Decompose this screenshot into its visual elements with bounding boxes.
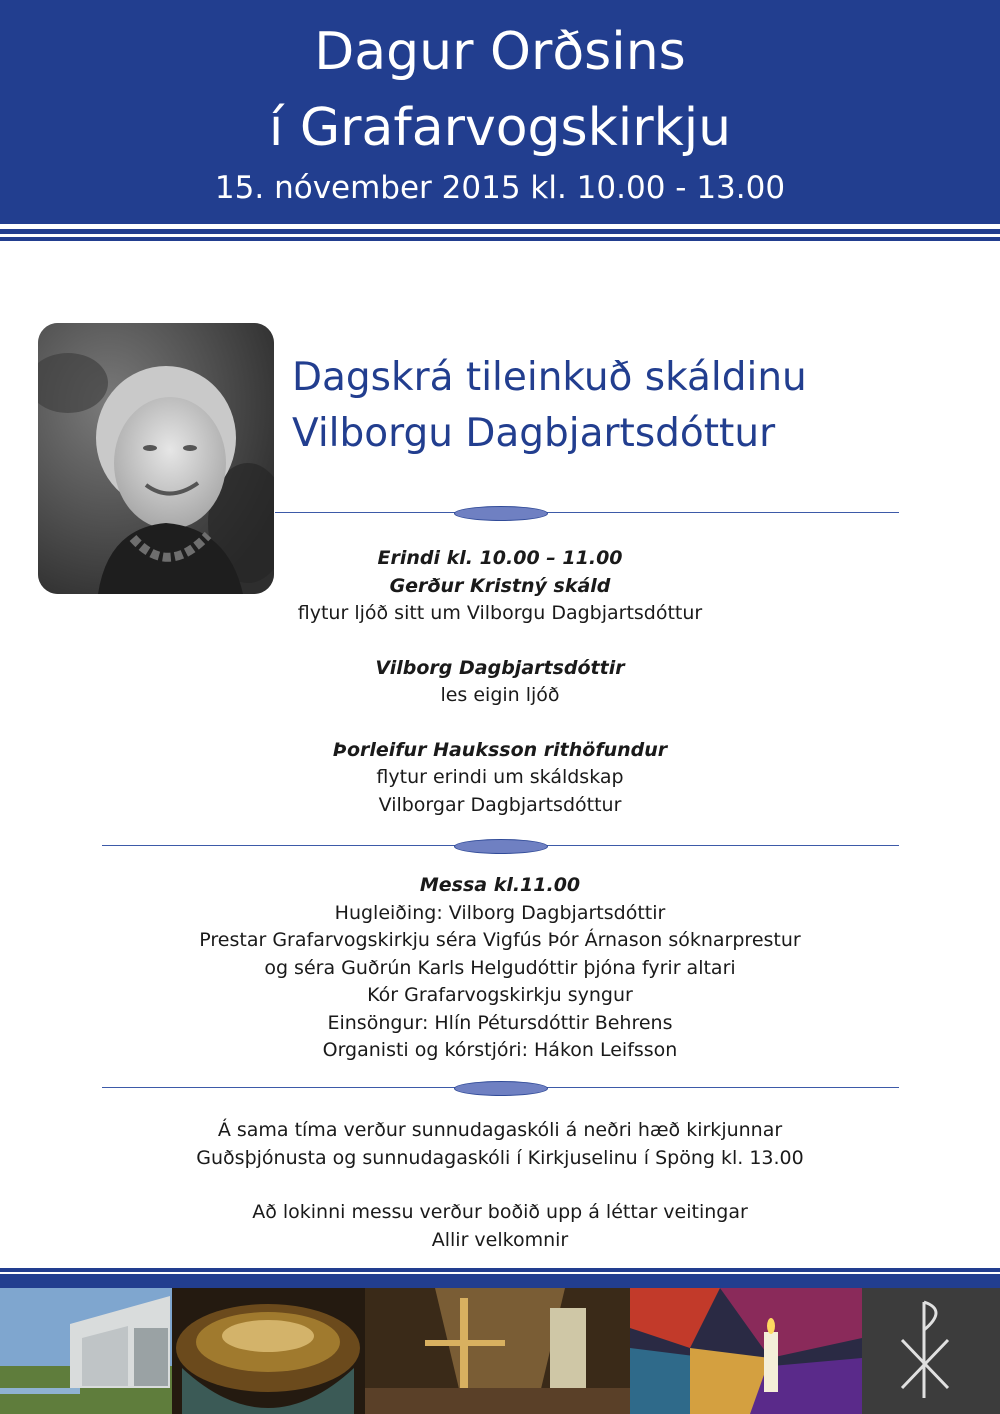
header-banner <box>0 0 1000 224</box>
messa-title: Messa kl.11.00 <box>419 874 581 896</box>
subtitle-line1: Dagskrá tileinkuð skáldinu <box>292 355 807 400</box>
divider-1 <box>275 502 899 524</box>
erindi-section <box>100 545 900 819</box>
note-line4: Allir velkomnir <box>431 1228 569 1251</box>
speaker2-name: Vilborg Dagbjartsdóttir <box>375 656 625 679</box>
event-date: 15. nóvember 2015 kl. 10.00 - 13.00 <box>214 170 786 206</box>
note-line1: Á sama tíma verður sunnudagaskóli á neðri hæð kirkjunnar <box>217 1119 783 1141</box>
divider-line <box>275 512 899 513</box>
event-title-line2: í Grafarvogskirkju <box>268 98 732 158</box>
divider-oval <box>454 839 548 854</box>
speaker3-desc2: Vilborgar Dagbjartsdóttur <box>378 793 622 816</box>
divider-oval <box>454 506 548 521</box>
stained-glass-candle-photo <box>630 1288 862 1414</box>
messa-line: Einsöngur: Hlín Pétursdóttir Behrens <box>327 1011 673 1034</box>
messa-line: Kór Grafarvogskirkju syngur <box>367 984 633 1006</box>
church-exterior-photo <box>0 1288 172 1414</box>
messa-line: Hugleiðing: Vilborg Dagbjartsdóttir <box>334 901 666 924</box>
header-stripe-bottom <box>0 237 1000 241</box>
program-subtitle <box>292 350 982 462</box>
speaker3-desc1: flytur erindi um skáldskap <box>376 766 624 788</box>
messa-line: Organisti og kórstjóri: Hákon Leifsson <box>322 1039 678 1061</box>
divider-2 <box>102 835 899 857</box>
divider-3 <box>102 1077 899 1099</box>
divider-oval <box>454 1081 548 1096</box>
notes-section <box>50 1117 950 1254</box>
baptismal-font-photo <box>172 1288 365 1414</box>
event-title-line1: Dagur Orðsins <box>314 22 686 82</box>
speaker1-desc: flytur ljóð sitt um Vilborgu Dagbjartsdóttur <box>297 602 703 624</box>
speaker2-desc: les eigin ljóð <box>440 684 560 706</box>
messa-section <box>50 872 950 1065</box>
header-stripe-thin <box>0 229 1000 234</box>
erindi-time: Erindi kl. 10.00 – 11.00 <box>377 547 623 569</box>
note-line2: Guðsþjónusta og sunnudagaskóli í Kirkjuselinu í Spöng kl. 13.00 <box>196 1146 804 1169</box>
messa-line: Prestar Grafarvogskirkju séra Vigfús Þór Árnason sóknarprestur <box>199 929 801 951</box>
subtitle-line2: Vilborgu Dagbjartsdóttur <box>292 411 776 456</box>
speaker1-name: Gerður Kristný skáld <box>389 574 611 597</box>
chi-rho-symbol-photo <box>862 1288 1000 1414</box>
note-line3: Að lokinni messu verður boðið upp á léttar veitingar <box>252 1201 748 1223</box>
messa-line: og séra Guðrún Karls Helgudóttir þjóna fyrir altari <box>264 956 736 979</box>
speaker3-name: Þorleifur Hauksson rithöfundur <box>332 738 668 761</box>
footer-stripe-top <box>0 1268 1000 1272</box>
church-interior-cross-photo <box>365 1288 630 1414</box>
